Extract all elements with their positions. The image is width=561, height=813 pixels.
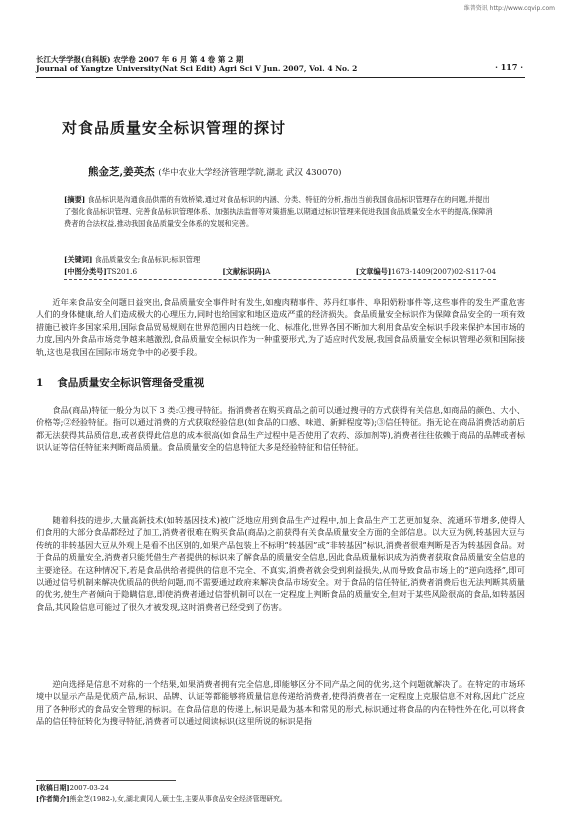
header-rule [36,77,525,78]
doc-code [222,266,270,278]
classification-line [64,266,496,278]
keywords-text: 食品质量安全;食品标识;标识管理 [94,255,201,264]
abstract-label: [摘要] [64,195,86,204]
section-heading [36,375,204,390]
body-paragraph-1: 食品(商品)特征一般分为以下 3 类:①搜寻特征。指消费者在购买商品之前可以通过搜寻的方式获得有关信息,如商品的颜色、大小、价格等;②经验特征。指可以通过消费的方式获取经验信息(如食品的口感、味道、新鲜程度等);③信任特征。指无论在商品消费活动前后都无法获得其品质信息,或者获得此信息的成本很高(如食品生产过程中是否使用了农药、添加剂等),消费者往往依赖于商品的品牌或者标识认证等信任特征来判断商品质量。食品质量安全的信息特征大多是经验特征和信任特征。 [36,405,525,453]
affiliation: (华中农业大学经济管理学院,湖北 武汉 430070) [158,168,342,178]
abstract-bottom-rule [64,279,496,280]
doc-code-value: A [265,267,271,276]
section-title: 食品质量安全标识管理备受重视 [57,377,205,389]
clc-value: TS201.6 [106,267,138,276]
article-number-label: [文章编号] [355,267,392,276]
author-bio-label: [作者简介] [36,795,70,803]
authors: 熊金芝,姜英杰 [88,166,155,178]
watermark: 维普资讯 http://www.cqvip.com [463,5,555,12]
author-line [88,164,342,179]
article-title: 对食品质量安全标识管理的探讨 [62,119,287,137]
page-number: · 117 · [495,62,523,72]
clc [64,266,137,278]
journal-header-cn: 长江大学学报(自科版) 农学卷 2007 年 6 月 第 4 卷 第 2 期 [36,55,244,64]
keywords-label: [关键词] [64,255,93,264]
abstract-text: 食品标识是沟通食品供需的有效桥梁,通过对食品标识的内涵、分类、特征的分析,指出当前我国食品标识管理存在的问题,并提出了强化食品标识管理、完善食品标识管理体系、加强执法监督等对策措施,以期通过标识管理来促进我国食品质量安全水平的提高,保障消费者的合法权益,推动我国食品质量安全体系的发展和完善。 [64,195,493,229]
intro-paragraph: 近年来食品安全问题日益突出,食品质量安全事件时有发生,如瘦肉精事件、苏丹红事件、阜阳奶粉事件等,这些事件的发生严重危害人们的身体健康,给人们造成极大的心理压力,同时也给国家和地区造成严重的经济损失。食品质量安全标识作为保障食品安全的一项有效措施已被许多国家采用,国际食品贸易规则在世界范围内日趋统一化、标准化,世界各国不断加大利用食品安全标识手段来保护本国市场的力度,国内外食品市场竞争越来越激烈,食品质量安全标识作为一种重要形式,为了适应时代发展,我国食品质量安全标识管理必须和国际接轨,这也是我国在国际市场竞争中的必要手段。 [36,297,525,357]
article-number-value: 1673-1409(2007)02-S117-04 [391,267,496,276]
section-number: 1 [36,377,44,389]
received-date: 2007-03-24 [69,784,109,792]
footnote-author [36,794,287,804]
journal-header-en: Journal of Yangtze University(Nat Sci Edit) Agri Sci V Jun. 2007, Vol. 4 No. 2 [36,64,358,73]
doc-code-label: [文献标识码] [222,267,266,276]
received-label: [收稿日期] [36,784,70,792]
keywords [64,254,496,266]
body-paragraph-2: 随着科技的进步,大量高新技术(如转基因技术)被广泛地应用到食品生产过程中,加上食品生产工艺更加复杂、流通环节增多,使得人们食用的大部分食品都经过了加工,消费者很难在购买食品(商品)之前获得有关食品质量安全方面的全部信息。以大豆为例,转基因大豆与传统的非转基因大豆从外观上是看不出区别的,如果产品包装上不标明“转基因”或“非转基因”标识,消费者很难判断是否为转基因食品。对于食品的质量安全,消费者只能凭借生产者提供的标识来了解食品的质量安全信息,因此食品质量标识成为消费者获取食品质量安全信息的主要途径。在这种情况下,若是食品供给者提供的信息不完全、不真实,消费者就会受到利益损失,从而导致食品市场上的“逆向选择”,即可以通过信号机制来解决优质品的供给问题,而不需要通过政府来解决食品市场安全。对于食品的信任特征,消费者消费后也无法判断其质量的优劣,使生产者倾向于隐瞒信息,即使消费者通过信誉机制可以在一定程度上判断食品的质量安全,但对于某些风险很高的食品,如转基因食品,其风险信息可能过了很久才被发现,这时消费者已经受到了伤害。 [36,515,525,612]
footnote-rule [36,780,176,781]
clc-label: [中图分类号] [64,267,107,276]
abstract [64,194,496,231]
body-paragraph-3: 逆向选择是信息不对称的一个结果,如果消费者拥有完全信息,即能够区分不同产品之间的优劣,这个问题就解决了。在特定的市场环境中以显示产品是优质产品,标识、品牌、认证等都能够将质量信息传递给消费者,使得消费者在一定程度上克服信息不对称,因此广泛应用了各种形式的食品安全管理的标识。在食品信息的传递上,标识是最为基本和常见的形式,标识通过将食品的内在特性外在化,可以将食品的信任特征转化为搜寻特征,消费者可以通过阅读标识(这里所说的标识是指 [36,679,525,727]
article-number [356,266,496,278]
author-bio: 熊金芝(1982-),女,湖北黄冈人,硕士生,主要从事食品安全经济管理研究。 [69,795,287,803]
footnote-received [36,783,109,793]
